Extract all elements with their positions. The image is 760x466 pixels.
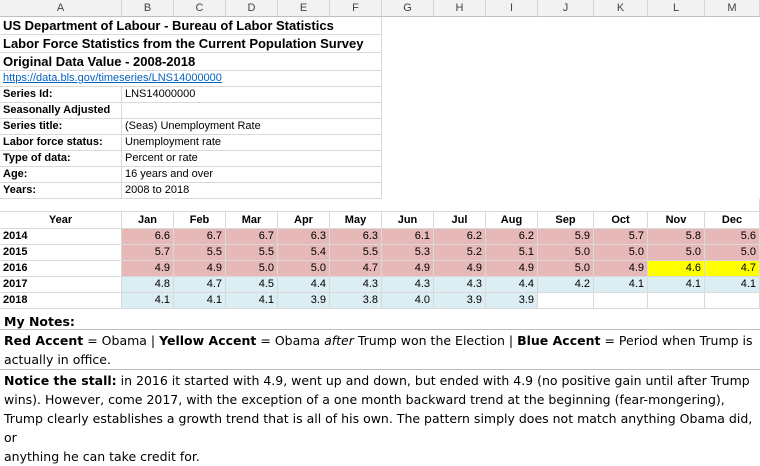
rate-cell[interactable]: 4.1 (648, 277, 705, 293)
year-cell[interactable]: 2017 (0, 277, 122, 293)
rate-cell[interactable]: 4.6 (648, 261, 705, 277)
meta-label[interactable]: Labor force status: (0, 135, 122, 151)
month-header-dec[interactable]: Dec (705, 212, 760, 229)
rate-cell[interactable]: 5.0 (226, 261, 278, 277)
year-cell[interactable]: 2014 (0, 229, 122, 245)
rate-cell[interactable]: 3.9 (278, 293, 330, 309)
title-row-1[interactable]: US Department of Labour - Bureau of Labor Statistics (0, 17, 382, 35)
yellow-accent-label: Yellow Accent (159, 333, 257, 348)
column-header-j[interactable]: J (538, 0, 594, 17)
month-header-feb[interactable]: Feb (174, 212, 226, 229)
column-header-k[interactable]: K (594, 0, 648, 17)
red-accent-label: Red Accent (4, 333, 84, 348)
rate-cell[interactable]: 4.7 (705, 261, 760, 277)
rate-cell[interactable]: 5.5 (330, 245, 382, 261)
stall-line-4: anything he can take credit for. (4, 449, 200, 464)
rate-cell[interactable]: 6.6 (122, 229, 174, 245)
rate-cell[interactable]: 6.3 (278, 229, 330, 245)
rate-cell[interactable] (538, 293, 594, 309)
rate-cell[interactable]: 4.7 (330, 261, 382, 277)
rate-cell[interactable]: 4.9 (382, 261, 434, 277)
rate-cell[interactable]: 5.8 (648, 229, 705, 245)
blue-accent-label: Blue Accent (517, 333, 601, 348)
column-header-c[interactable]: C (174, 0, 226, 17)
title-row-2[interactable]: Labor Force Statistics from the Current Population Survey (0, 35, 382, 53)
rate-cell[interactable]: 5.5 (174, 245, 226, 261)
month-header-jul[interactable]: Jul (434, 212, 486, 229)
year-cell[interactable]: 2015 (0, 245, 122, 261)
month-header-nov[interactable]: Nov (648, 212, 705, 229)
year-cell[interactable]: 2016 (0, 261, 122, 277)
year-cell[interactable]: 2018 (0, 293, 122, 309)
year-header[interactable]: Year (0, 212, 122, 229)
rate-cell[interactable]: 5.2 (434, 245, 486, 261)
rate-cell[interactable]: 3.9 (434, 293, 486, 309)
yellow-accent-text: = Obama (256, 333, 325, 348)
meta-label[interactable]: Series Id: (0, 87, 122, 103)
rate-cell[interactable]: 4.1 (122, 293, 174, 309)
rate-cell[interactable]: 4.9 (122, 261, 174, 277)
meta-value[interactable]: LNS14000000 (122, 87, 382, 103)
spacer-row (0, 199, 760, 212)
rate-cell[interactable]: 4.3 (330, 277, 382, 293)
rate-cell[interactable]: 5.3 (382, 245, 434, 261)
rate-cell[interactable]: 5.1 (486, 245, 538, 261)
rate-cell[interactable]: 4.8 (122, 277, 174, 293)
rate-cell[interactable] (594, 293, 648, 309)
rate-cell[interactable]: 6.2 (486, 229, 538, 245)
month-header-apr[interactable]: Apr (278, 212, 330, 229)
meta-label[interactable]: Series title: (0, 119, 122, 135)
rate-cell[interactable]: 4.9 (594, 261, 648, 277)
stall-line-1: in 2016 it started with 4.9, went up and down, but ended with 4.9 (no positive gain until after Trump (116, 373, 750, 388)
meta-value[interactable]: (Seas) Unemployment Rate (122, 119, 382, 135)
column-header-h[interactable]: H (434, 0, 486, 17)
rate-cell[interactable]: 5.0 (538, 261, 594, 277)
column-header-b[interactable]: B (122, 0, 174, 17)
rate-cell[interactable]: 4.0 (382, 293, 434, 309)
blue-accent-text: = Period when Trump is (600, 333, 753, 348)
meta-label[interactable]: Years: (0, 183, 122, 199)
column-header-g[interactable]: G (382, 0, 434, 17)
month-header-oct[interactable]: Oct (594, 212, 648, 229)
rate-cell[interactable]: 6.3 (330, 229, 382, 245)
column-header-m[interactable]: M (705, 0, 760, 17)
stall-note[interactable] (0, 370, 760, 464)
title-row-3[interactable]: Original Data Value - 2008-2018 (0, 53, 382, 71)
month-header-jan[interactable]: Jan (122, 212, 174, 229)
notes-heading[interactable] (0, 311, 760, 330)
month-header-aug[interactable]: Aug (486, 212, 538, 229)
rate-cell[interactable]: 4.5 (226, 277, 278, 293)
rate-cell[interactable]: 4.1 (705, 277, 760, 293)
rate-cell[interactable]: 5.0 (705, 245, 760, 261)
rate-cell[interactable]: 5.0 (648, 245, 705, 261)
rate-cell[interactable]: 5.7 (594, 229, 648, 245)
rate-cell[interactable]: 4.1 (594, 277, 648, 293)
column-header-f[interactable]: F (330, 0, 382, 17)
column-header-d[interactable]: D (226, 0, 278, 17)
red-accent-text: = Obama | (83, 333, 160, 348)
accent-legend[interactable] (0, 330, 760, 370)
rate-cell[interactable]: 4.9 (174, 261, 226, 277)
meta-label[interactable]: Age: (0, 167, 122, 183)
rate-cell[interactable]: 6.1 (382, 229, 434, 245)
month-header-may[interactable]: May (330, 212, 382, 229)
rate-cell[interactable]: 4.3 (434, 277, 486, 293)
rate-cell[interactable]: 5.4 (278, 245, 330, 261)
rate-cell[interactable]: 5.5 (226, 245, 278, 261)
meta-label[interactable]: Type of data: (0, 151, 122, 167)
rate-cell[interactable]: 5.0 (594, 245, 648, 261)
column-header-l[interactable]: L (648, 0, 705, 17)
rate-cell[interactable]: 4.1 (226, 293, 278, 309)
rate-cell[interactable]: 5.0 (538, 245, 594, 261)
month-header-mar[interactable]: Mar (226, 212, 278, 229)
rate-cell[interactable]: 5.6 (705, 229, 760, 245)
stall-line-2: wins). However, come 2017, with the exception of a one month backward trend at the beginning (fear-mongering), (4, 392, 725, 407)
rate-cell[interactable]: 3.9 (486, 293, 538, 309)
stall-line-3: Trump clearly establishes a growth trend that is all of his own. The pattern simply does not match anything Obama did, or (4, 411, 753, 445)
rate-cell[interactable]: 4.4 (486, 277, 538, 293)
rate-cell[interactable]: 5.0 (278, 261, 330, 277)
rate-cell[interactable]: 4.7 (174, 277, 226, 293)
rate-cell[interactable]: 3.8 (330, 293, 382, 309)
rate-cell[interactable]: 5.7 (122, 245, 174, 261)
blue-accent-text-2: actually in office. (4, 352, 111, 367)
month-header-sep[interactable]: Sep (538, 212, 594, 229)
rate-cell[interactable]: 4.1 (174, 293, 226, 309)
yellow-accent-text-2: Trump won the Election | (353, 333, 518, 348)
rate-cell[interactable]: 4.2 (538, 277, 594, 293)
meta-value[interactable]: Unemployment rate (122, 135, 382, 151)
column-header-e[interactable]: E (278, 0, 330, 17)
rate-cell[interactable]: 6.2 (434, 229, 486, 245)
meta-value[interactable] (122, 103, 382, 119)
rate-cell[interactable]: 6.7 (174, 229, 226, 245)
rate-cell[interactable]: 5.9 (538, 229, 594, 245)
rate-cell[interactable]: 4.3 (382, 277, 434, 293)
rate-cell[interactable] (648, 293, 705, 309)
meta-label[interactable]: Seasonally Adjusted (0, 103, 122, 119)
meta-value[interactable]: Percent or rate (122, 151, 382, 167)
column-header-a[interactable]: A (0, 0, 122, 17)
rate-cell[interactable]: 4.9 (486, 261, 538, 277)
yellow-accent-after: after (324, 333, 354, 348)
meta-value[interactable]: 2008 to 2018 (122, 183, 382, 199)
stall-label: Notice the stall: (4, 373, 117, 388)
source-url-link[interactable]: https://data.bls.gov/timeseries/LNS14000000 (0, 71, 382, 87)
rate-cell[interactable]: 4.9 (434, 261, 486, 277)
meta-value[interactable]: 16 years and over (122, 167, 382, 183)
rate-cell[interactable]: 4.4 (278, 277, 330, 293)
rate-cell[interactable] (705, 293, 760, 309)
column-header-i[interactable]: I (486, 0, 538, 17)
notes-heading-text: My Notes: (4, 314, 75, 329)
month-header-jun[interactable]: Jun (382, 212, 434, 229)
rate-cell[interactable]: 6.7 (226, 229, 278, 245)
